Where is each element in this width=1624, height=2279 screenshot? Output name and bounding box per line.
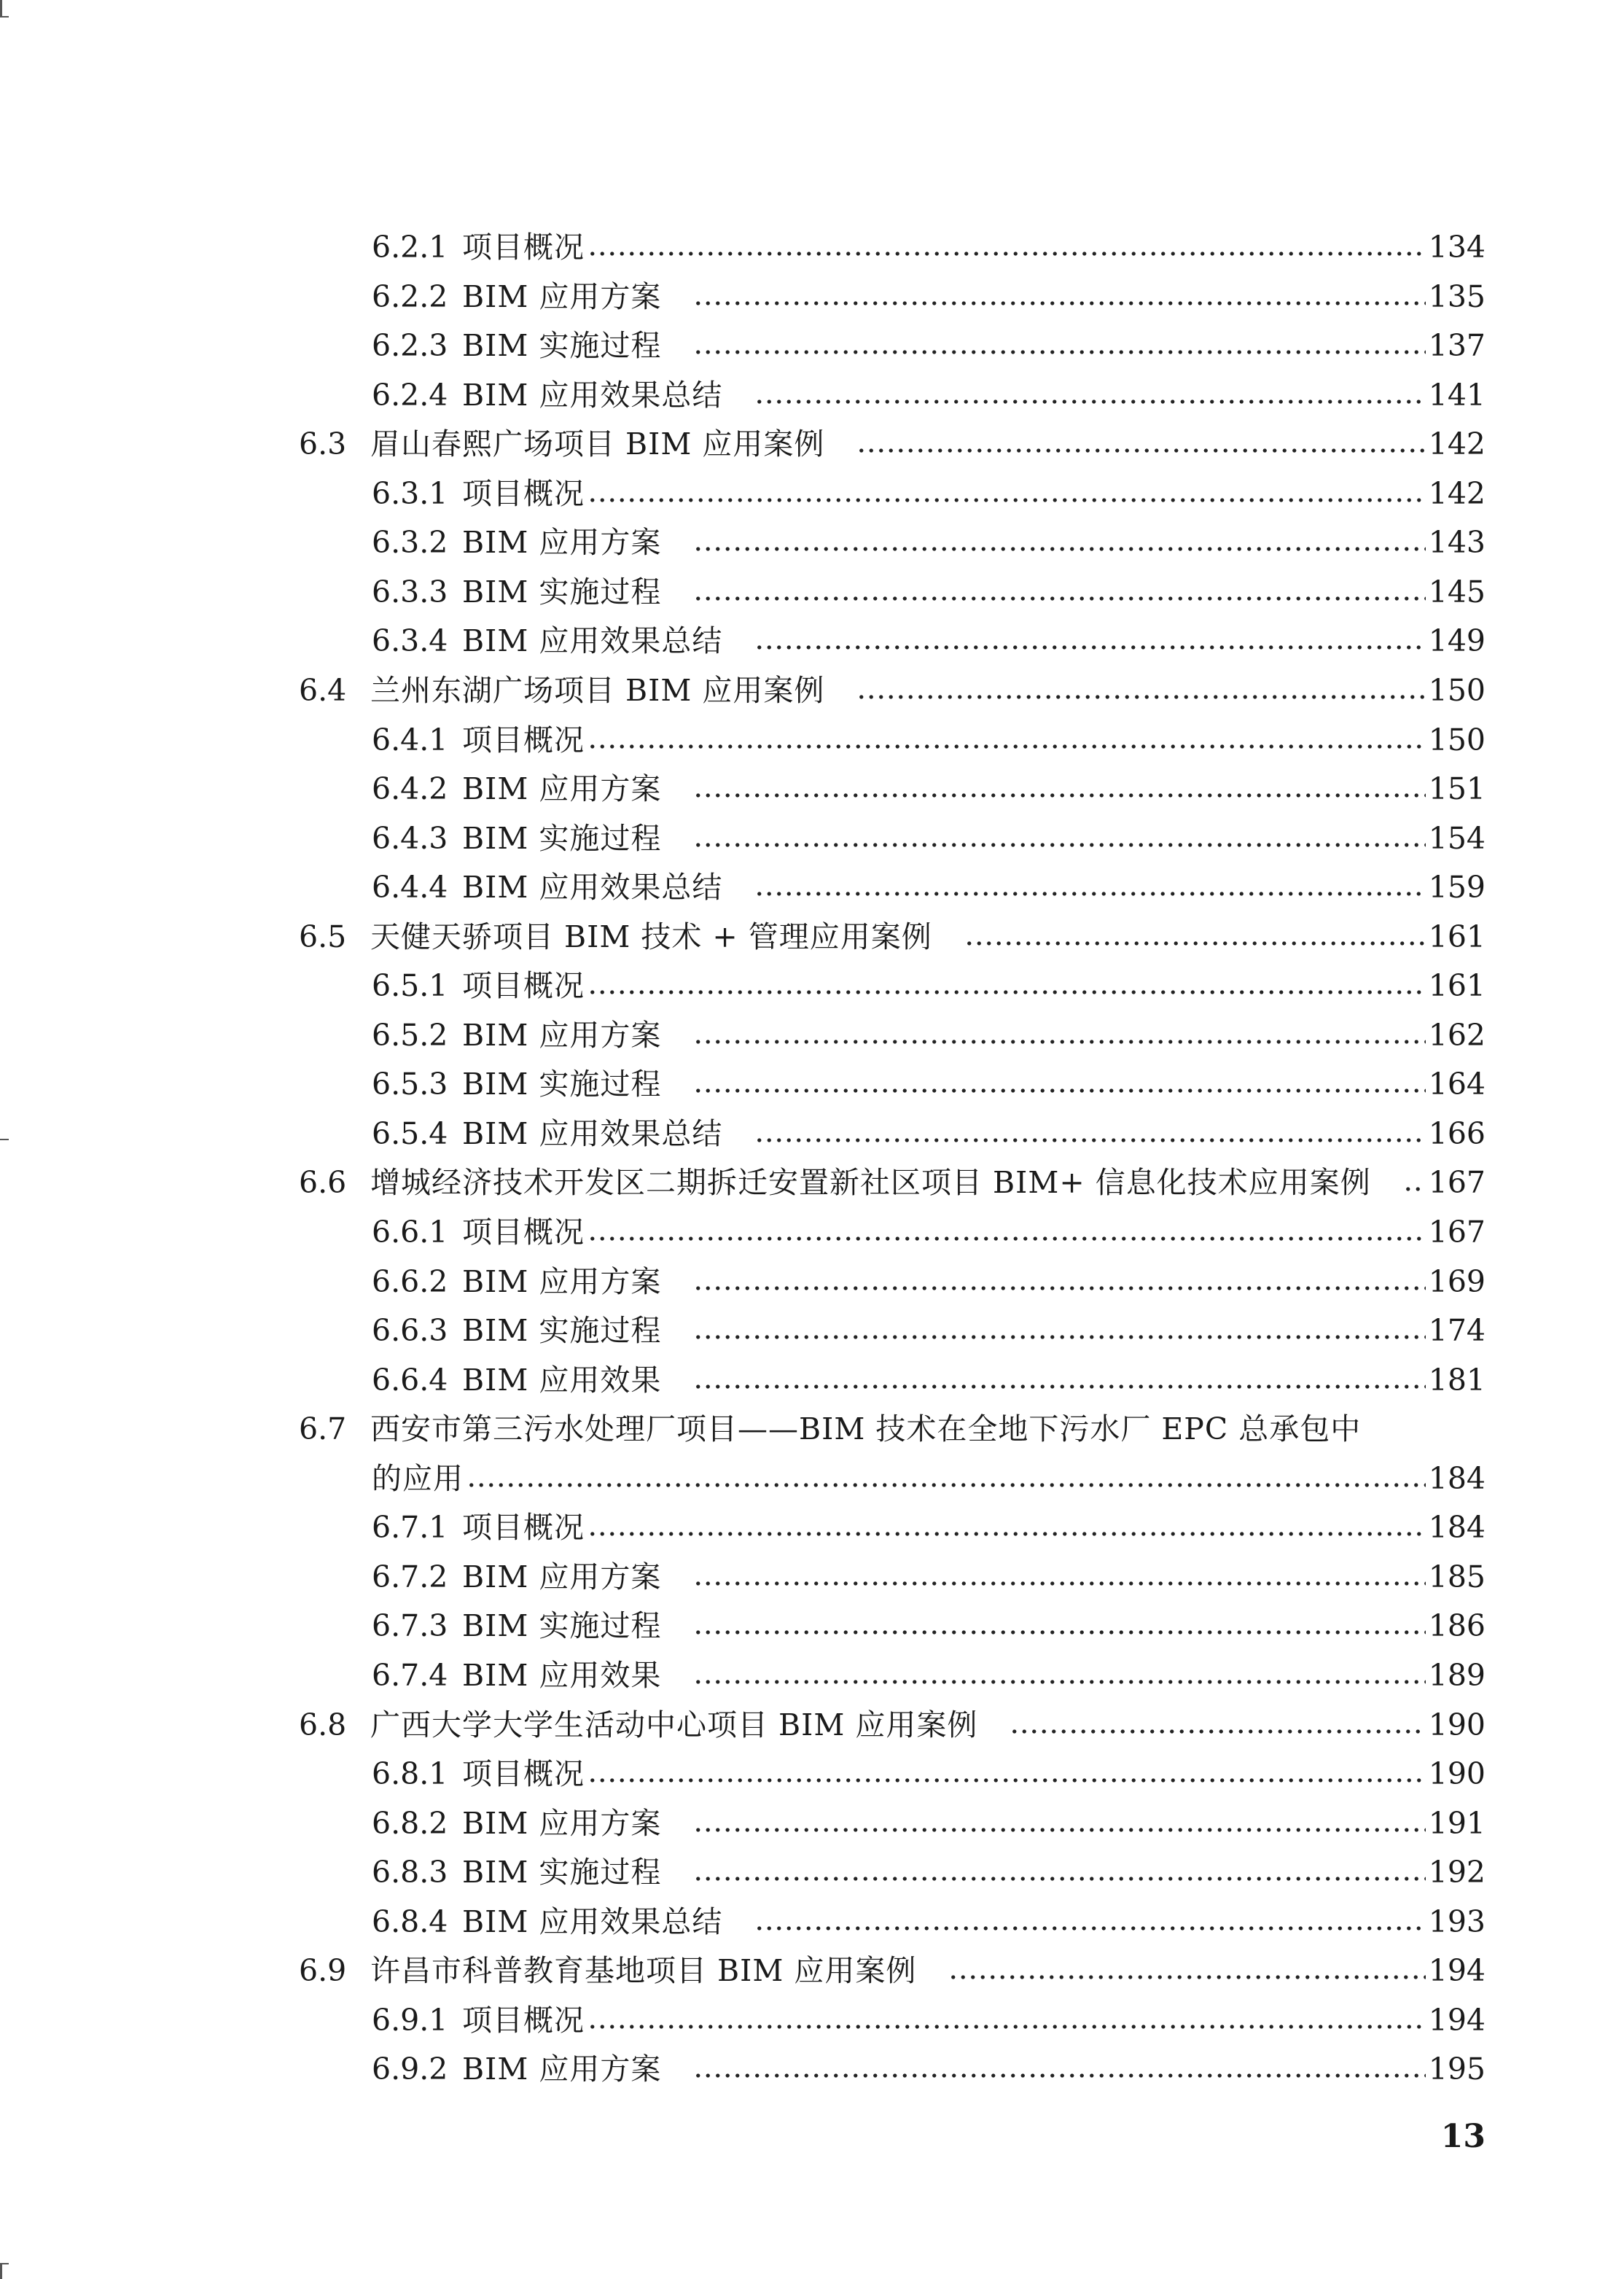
toc-entry-title: BIM 应用效果总结 [462, 623, 723, 659]
toc-entry-page: 169 [1428, 1263, 1486, 1299]
toc-entry-page: 190 [1428, 1756, 1486, 1792]
toc-entry-number: 6.6 [299, 1165, 347, 1201]
toc-subsection-entry[interactable] [372, 569, 1486, 615]
toc-entry-page: 181 [1428, 1362, 1486, 1398]
toc-entry-title: BIM 实施过程 [462, 1608, 662, 1644]
toc-entry-title: BIM 应用方案 [462, 2052, 662, 2087]
toc-entry-number: 6.3 [299, 426, 347, 462]
toc-entry-title: BIM 应用方案 [462, 1017, 662, 1053]
toc-entry-page: 134 [1428, 230, 1486, 265]
toc-entry-page: 167 [1428, 1165, 1486, 1201]
toc-entry-title: 项目概况 [462, 1215, 585, 1250]
toc-entry-number: 6.2.4 [372, 377, 448, 413]
toc-entry-number: 6.5.2 [372, 1017, 448, 1053]
toc-entry-number: 6.8 [299, 1707, 347, 1742]
toc-subsection-entry[interactable] [372, 816, 1486, 861]
toc-entry-number: 6.9.1 [372, 2002, 448, 2038]
toc-entry-number: 6.8.1 [372, 1756, 448, 1792]
toc-entry-title: BIM 应用方案 [462, 278, 662, 314]
toc-entry-page: 141 [1428, 377, 1486, 413]
toc-entry-number: 6.7.3 [372, 1608, 448, 1644]
toc-entry-page: 150 [1428, 722, 1486, 757]
toc-entry-page: 150 [1428, 672, 1486, 708]
toc-subsection-entry[interactable] [372, 1357, 1486, 1403]
toc-subsection-entry[interactable] [372, 1259, 1486, 1304]
toc-dot-leader [693, 792, 1425, 799]
toc-subsection-entry[interactable] [372, 717, 1486, 763]
toc-entry-title: BIM 实施过程 [462, 1855, 662, 1890]
toc-dot-leader [693, 595, 1425, 602]
toc-dot-leader [587, 1530, 1426, 1538]
toc-dot-leader [466, 1481, 1426, 1489]
toc-entry-number: 6.3.4 [372, 623, 448, 659]
toc-entry-number: 6.9.2 [372, 2052, 448, 2087]
toc-dot-leader [693, 1383, 1425, 1390]
toc-dot-leader [1403, 1185, 1426, 1193]
toc-entry-title: 项目概况 [462, 1756, 585, 1792]
toc-dot-leader [693, 841, 1425, 849]
toc-dot-leader [693, 545, 1425, 553]
toc-subsection-entry[interactable] [372, 520, 1486, 565]
toc-subsection-entry[interactable] [372, 1554, 1486, 1600]
toc-dot-leader [693, 1038, 1425, 1045]
toc-entry-page: 143 [1428, 525, 1486, 561]
toc-entry-page: 194 [1428, 1953, 1486, 1989]
toc-entry-number: 6.6.3 [372, 1313, 448, 1349]
toc-entry-title: BIM 应用方案 [462, 1805, 662, 1841]
toc-entry-page: 137 [1428, 328, 1486, 364]
toc-entry-number: 6.7.1 [372, 1510, 448, 1546]
toc-section-entry[interactable] [299, 1406, 1486, 1452]
toc-entry-title: BIM 应用方案 [462, 1263, 662, 1299]
toc-entry-page: 162 [1428, 1017, 1486, 1053]
toc-entry-number: 6.4.1 [372, 722, 448, 757]
toc-entry-number: 6.2.3 [372, 328, 448, 364]
toc-subsection-entry[interactable] [372, 766, 1486, 811]
toc-entry-page: 184 [1428, 1510, 1486, 1546]
toc-dot-leader [587, 250, 1426, 257]
toc-entry-title: 的应用 [372, 1460, 464, 1496]
toc-subsection-entry[interactable] [372, 323, 1486, 368]
toc-entry-title: 兰州东湖广场项目 BIM 应用案例 [370, 672, 825, 708]
toc-entry-page: 190 [1428, 1707, 1486, 1742]
toc-subsection-entry[interactable] [372, 618, 1486, 663]
toc-section-entry[interactable] [299, 421, 1486, 467]
toc-entry-title: BIM 应用效果总结 [462, 870, 723, 905]
toc-subsection-entry[interactable] [372, 1850, 1486, 1895]
toc-entry-title: BIM 应用效果总结 [462, 1904, 723, 1939]
toc-entry-title: BIM 实施过程 [462, 328, 662, 364]
toc-entry-page: 186 [1428, 1608, 1486, 1644]
toc-entry-number: 6.6.2 [372, 1263, 448, 1299]
toc-entry-title: BIM 应用方案 [462, 1559, 662, 1594]
toc-entry-title: BIM 应用效果总结 [462, 1115, 723, 1151]
crop-mark-top [0, 0, 2, 16]
toc-entry-page: 193 [1428, 1904, 1486, 1939]
toc-entry-page: 159 [1428, 870, 1486, 905]
toc-entry-title: 广西大学大学生活动中心项目 BIM 应用案例 [370, 1707, 978, 1742]
toc-section-entry[interactable] [299, 1160, 1486, 1205]
toc-subsection-entry[interactable] [372, 1751, 1486, 1796]
toc-entry-page: 149 [1428, 623, 1486, 659]
toc-dot-leader [693, 1826, 1425, 1834]
toc-entry-title: BIM 实施过程 [462, 1313, 662, 1349]
crop-mark-bottom [0, 2263, 2, 2279]
toc-entry-title: 眉山春熙广场项目 BIM 应用案例 [370, 426, 825, 462]
toc-entry-page: 164 [1428, 1067, 1486, 1102]
toc-entry-number: 6.6.4 [372, 1362, 448, 1398]
toc-entry-number: 6.7.4 [372, 1657, 448, 1693]
toc-entry-title: BIM 应用方案 [462, 771, 662, 807]
toc-section-entry[interactable] [299, 1948, 1486, 1993]
toc-entry-title: BIM 实施过程 [462, 1067, 662, 1102]
toc-entry-page: 195 [1428, 2052, 1486, 2087]
toc-entry-title: 西安市第三污水处理厂项目——BIM 技术在全地下污水厂 EPC 总承包中 [370, 1411, 1362, 1447]
toc-dot-leader [693, 300, 1425, 307]
page-number: 13 [1440, 2118, 1486, 2155]
toc-dot-leader [693, 1285, 1425, 1292]
toc-dot-leader [693, 1678, 1425, 1686]
toc-entry-number: 6.4.4 [372, 870, 448, 905]
toc-dot-leader [754, 1925, 1425, 1932]
toc-entry-page: 145 [1428, 574, 1486, 609]
toc-section-entry[interactable] [299, 1702, 1486, 1748]
toc-section-entry[interactable] [299, 914, 1486, 959]
crop-mark-top-h [0, 16, 9, 17]
toc-subsection-entry[interactable] [372, 1505, 1486, 1550]
toc-entry-page: 185 [1428, 1559, 1486, 1594]
toc-entry-number: 6.3.2 [372, 525, 448, 561]
toc-entry-title: BIM 应用方案 [462, 525, 662, 561]
toc-entry-number: 6.3.3 [372, 574, 448, 609]
toc-entry-page: 191 [1428, 1805, 1486, 1841]
toc-entry-number: 6.7.2 [372, 1559, 448, 1594]
toc-entry-title: BIM 应用效果 [462, 1362, 662, 1398]
toc-entry-number: 6.2.1 [372, 230, 448, 265]
toc-entry-title: BIM 实施过程 [462, 820, 662, 856]
toc-entry-page: 142 [1428, 475, 1486, 511]
toc-entry-page: 194 [1428, 2002, 1486, 2038]
toc-entry-page: 167 [1428, 1215, 1486, 1250]
toc-subsection-entry[interactable] [372, 1899, 1486, 1944]
toc-entry-title: 许昌市科普教育基地项目 BIM 应用案例 [370, 1953, 917, 1989]
toc-entry-title: BIM 实施过程 [462, 574, 662, 609]
toc-entry-title: 项目概况 [462, 722, 585, 757]
toc-entry-page: 161 [1428, 919, 1486, 954]
toc-subsection-entry[interactable] [372, 1209, 1486, 1255]
toc-entry-page: 151 [1428, 771, 1486, 807]
toc-entry-title: 项目概况 [462, 1510, 585, 1546]
crop-mark-bottom-h [0, 2263, 9, 2264]
toc-dot-leader [693, 1333, 1425, 1341]
toc-entry-number: 6.8.4 [372, 1904, 448, 1939]
crop-mark-middle [0, 1139, 9, 1140]
toc-dot-leader [1010, 1728, 1425, 1735]
toc-subsection-entry[interactable] [372, 1013, 1486, 1058]
toc-subsection-entry[interactable] [372, 1308, 1486, 1353]
toc-dot-leader [754, 398, 1425, 405]
toc-entry-title: BIM 应用效果 [462, 1657, 662, 1693]
toc-dot-leader [693, 1629, 1425, 1636]
toc-continuation-line[interactable] [372, 1456, 1486, 1501]
toc-entry-number: 6.9 [299, 1953, 347, 1989]
toc-entry-title: 天健天骄项目 BIM 技术 + 管理应用案例 [370, 919, 932, 954]
toc-entry-page: 166 [1428, 1115, 1486, 1151]
toc-dot-leader [856, 693, 1425, 701]
toc-dot-leader [693, 1580, 1425, 1587]
toc-subsection-entry[interactable] [372, 1998, 1486, 2043]
toc-dot-leader [754, 644, 1425, 651]
toc-entry-number: 6.5 [299, 919, 347, 954]
toc-dot-leader [587, 1777, 1426, 1784]
toc-subsection-entry[interactable] [372, 2046, 1486, 2092]
toc-entry-number: 6.4.3 [372, 820, 448, 856]
toc-subsection-entry[interactable] [372, 1801, 1486, 1846]
toc-dot-leader [754, 1137, 1425, 1144]
toc-dot-leader [693, 1087, 1425, 1094]
toc-entry-number: 6.3.1 [372, 475, 448, 511]
toc-entry-title: BIM 应用效果总结 [462, 377, 723, 413]
toc-dot-leader [693, 348, 1425, 356]
toc-entry-page: 189 [1428, 1657, 1486, 1693]
toc-entry-number: 6.5.1 [372, 968, 448, 1004]
toc-section-entry[interactable] [299, 668, 1486, 713]
toc-dot-leader [754, 890, 1425, 897]
toc-entry-number: 6.2.2 [372, 278, 448, 314]
toc-subsection-entry[interactable] [372, 1111, 1486, 1156]
toc-entry-number: 6.7 [299, 1411, 347, 1447]
toc-entry-page: 154 [1428, 820, 1486, 856]
toc-subsection-entry[interactable] [372, 471, 1486, 516]
toc-entry-number: 6.8.3 [372, 1855, 448, 1890]
toc-subsection-entry[interactable] [372, 274, 1486, 319]
toc-dot-leader [587, 496, 1426, 504]
toc-entry-page: 192 [1428, 1855, 1486, 1890]
toc-subsection-entry[interactable] [372, 963, 1486, 1008]
toc-entry-number: 6.5.4 [372, 1115, 448, 1151]
toc-entry-page: 184 [1428, 1460, 1486, 1496]
toc-entry-number: 6.6.1 [372, 1215, 448, 1250]
toc-entry-page: 135 [1428, 278, 1486, 314]
toc-entry-page: 142 [1428, 426, 1486, 462]
toc-dot-leader [948, 1974, 1425, 1981]
toc-dot-leader [693, 1875, 1425, 1882]
toc-entry-number: 6.5.3 [372, 1067, 448, 1102]
toc-subsection-entry[interactable] [372, 865, 1486, 910]
toc-subsection-entry[interactable] [372, 1061, 1486, 1107]
toc-subsection-entry[interactable] [372, 373, 1486, 418]
toc-dot-leader [587, 1235, 1426, 1242]
toc-entry-title: 项目概况 [462, 475, 585, 511]
toc-entry-title: 项目概况 [462, 968, 585, 1004]
toc-entry-number: 6.4.2 [372, 771, 448, 807]
toc-entry-page: 161 [1428, 968, 1486, 1004]
toc-entry-title: 项目概况 [462, 230, 585, 265]
toc-dot-leader [587, 989, 1426, 996]
toc-dot-leader [693, 2072, 1425, 2079]
toc-entry-page: 174 [1428, 1313, 1486, 1349]
toc-dot-leader [587, 743, 1426, 750]
toc-entry-title: 增城经济技术开发区二期拆迁安置新社区项目 BIM+ 信息化技术应用案例 [370, 1165, 1371, 1201]
toc-dot-leader [587, 2023, 1426, 2030]
toc-entry-number: 6.8.2 [372, 1805, 448, 1841]
toc-entry-title: 项目概况 [462, 2002, 585, 2038]
toc-entry-number: 6.4 [299, 672, 347, 708]
toc-dot-leader [964, 940, 1426, 947]
toc-subsection-entry[interactable] [372, 1603, 1486, 1648]
toc-subsection-entry[interactable] [372, 225, 1486, 270]
toc-dot-leader [856, 447, 1425, 454]
toc-subsection-entry[interactable] [372, 1653, 1486, 1698]
